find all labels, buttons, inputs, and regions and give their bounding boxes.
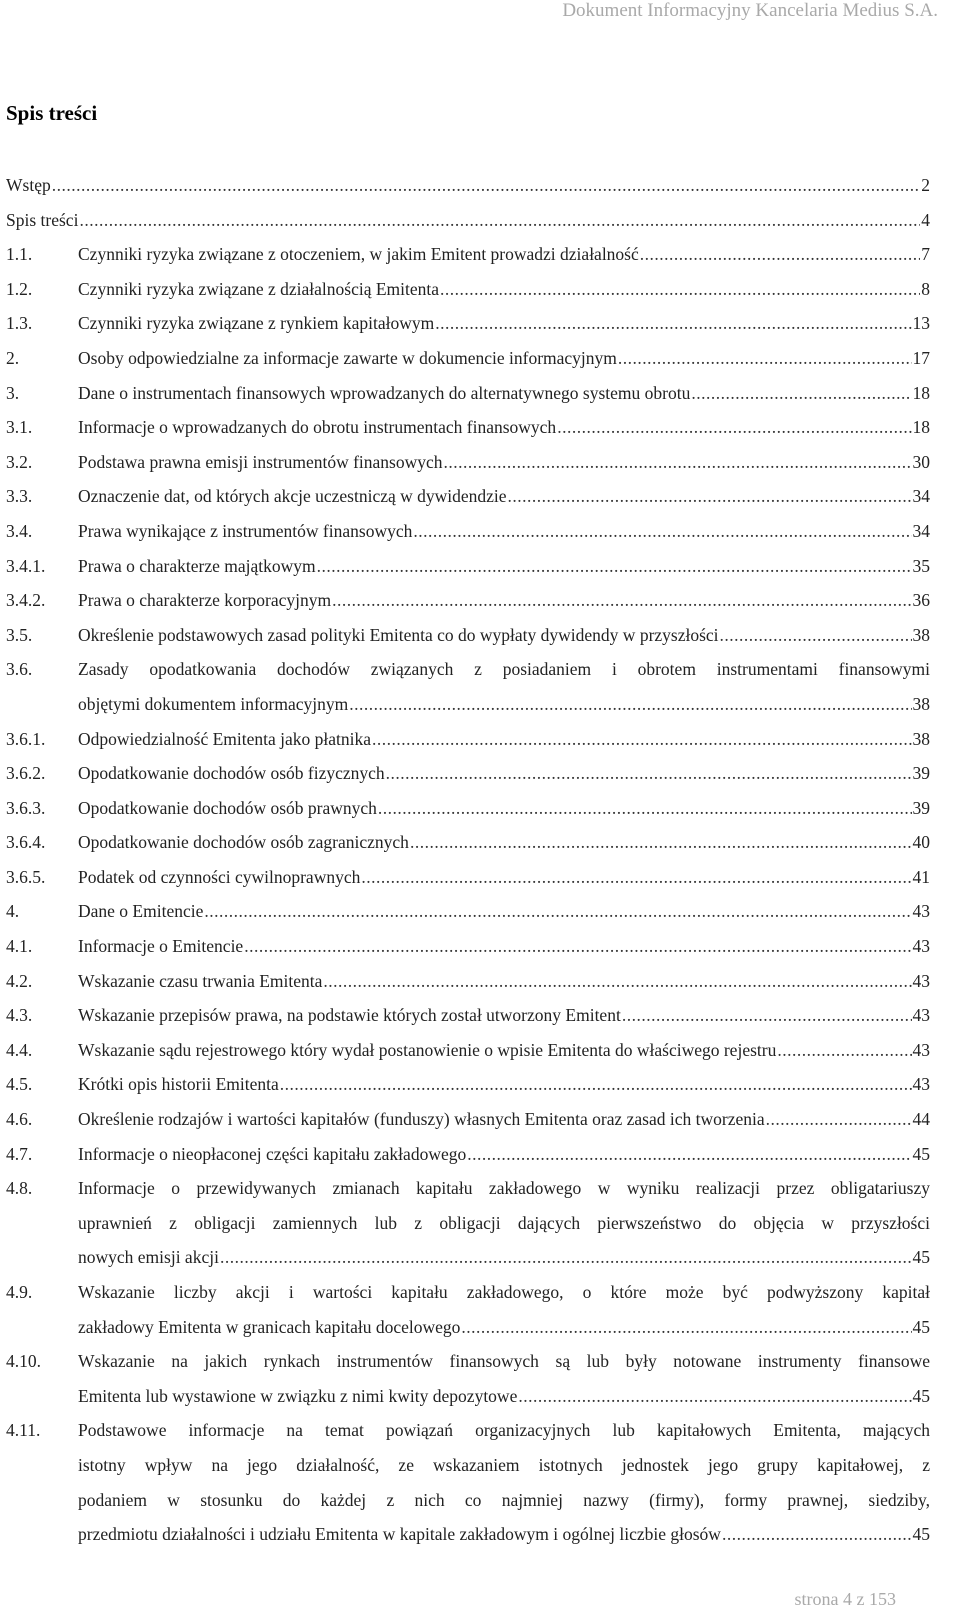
toc-entry-number: 3.6.5. (6, 866, 46, 887)
toc-entry-line (78, 376, 930, 411)
toc-entry-text: Określenie podstawowych zasad polityki Emitenta co do wypłaty dywidendy w przyszłości (78, 624, 719, 645)
toc-entry-body (78, 860, 930, 895)
toc-page-number: 35 (912, 555, 930, 576)
toc-leader-dots (378, 791, 912, 826)
toc-entry-body (78, 929, 930, 964)
toc-page-number: 13 (912, 313, 930, 334)
toc-entry-number: 3.5. (6, 624, 33, 645)
toc-page-number: 34 (912, 520, 930, 541)
toc-page-number: 2 (921, 175, 930, 195)
toc-entry-text: Informacje o nieopłaconej części kapitału zakładowego (78, 1143, 467, 1164)
toc-entry-body (78, 998, 930, 1033)
toc-leader-dots (280, 1067, 912, 1102)
toc-entry-number: 3.6.1. (6, 728, 46, 749)
toc-entry-line (78, 237, 930, 272)
toc-page-number: 43 (912, 901, 930, 922)
toc-page-number: 45 (912, 1316, 930, 1337)
toc-entry-text: Czynniki ryzyka związane z działalnością Emitenta (78, 278, 440, 299)
toc-page-number: 38 (912, 624, 930, 645)
toc-entry-text: Wstęp (6, 175, 51, 195)
toc-entry-body (78, 964, 930, 999)
toc-leader-dots (777, 1033, 911, 1068)
toc-entry-text: Czynniki ryzyka związane z rynkiem kapitałowym (78, 313, 435, 334)
toc-entry-number: 3.6.3. (6, 797, 46, 818)
toc-entry-line (78, 652, 930, 687)
toc-entry[interactable] (6, 583, 930, 618)
toc-entry-line (78, 341, 930, 376)
toc-entry-text: Oznaczenie dat, od których akcje uczestniczą w dywidendzie (78, 486, 507, 507)
toc-entry-body (78, 479, 930, 514)
toc-entry-text: Odpowiedzialność Emitenta jako płatnika (78, 728, 372, 749)
toc-entry-text: Podstawowe informacje na temat powiązań organizacyjnych lub kapitałowych Emitenta, mających (78, 1420, 930, 1441)
toc-entry[interactable] (6, 237, 930, 272)
toc-leader-dots (332, 583, 911, 618)
toc-entry-number: 3.4. (6, 520, 33, 541)
toc-page-number: 43 (912, 970, 930, 991)
toc-entry-body (6, 203, 930, 238)
toc-entry[interactable] (6, 618, 930, 653)
toc-leader-dots (467, 1137, 911, 1172)
toc-entry[interactable] (6, 1067, 930, 1102)
toc-entry-number: 4.5. (6, 1074, 33, 1095)
toc-entry-text: Krótki opis historii Emitenta (78, 1074, 279, 1095)
toc-page-number: 8 (921, 278, 930, 299)
toc-entry-body (78, 306, 930, 341)
toc-entry[interactable] (6, 791, 930, 826)
toc-page-number: 34 (912, 486, 930, 507)
toc-entry-number: 4.7. (6, 1143, 33, 1164)
toc-page-number: 36 (912, 590, 930, 611)
toc-entry[interactable] (6, 825, 930, 860)
toc-leader-dots (204, 894, 911, 929)
toc-page-number: 38 (912, 693, 930, 714)
toc-page-number: 43 (912, 1005, 930, 1026)
toc-leader-dots (691, 376, 911, 411)
toc-entry-line (78, 1067, 930, 1102)
toc-entry-text: Prawa o charakterze korporacyjnym (78, 590, 332, 611)
toc-entry-number: 4. (6, 901, 20, 922)
toc-page-number: 18 (912, 382, 930, 403)
toc-entry[interactable] (6, 894, 930, 929)
toc-entry[interactable] (6, 203, 930, 238)
toc-entry-body (78, 756, 930, 791)
toc-leader-dots (444, 445, 912, 480)
toc-entry-text: nowych emisji akcji (78, 1247, 219, 1268)
toc-entry-line (78, 445, 930, 480)
toc-entry-number: 4.1. (6, 936, 33, 957)
toc-entry-line (78, 825, 930, 860)
toc-leader-dots (361, 860, 911, 895)
toc-entry-number: 3.2. (6, 451, 33, 472)
toc-entry-text: zakładowy Emitenta w granicach kapitału docelowego (78, 1316, 461, 1337)
toc-leader-dots (720, 618, 912, 653)
toc-title: Spis treści (6, 101, 98, 125)
toc-entry-line (78, 1483, 930, 1518)
toc-entry-number: 4.9. (6, 1282, 33, 1302)
toc-entry-body (78, 341, 930, 376)
toc-entry[interactable] (6, 756, 930, 791)
toc-entry[interactable] (6, 1413, 930, 1551)
toc-entry-body (78, 237, 930, 272)
toc-entry-number: 3. (6, 382, 20, 403)
toc-entry-body (78, 1137, 930, 1172)
toc-entry-body (6, 168, 930, 203)
toc-entry-line (78, 687, 930, 722)
toc-page-number: 41 (912, 866, 930, 887)
toc-entry-number: 4.2. (6, 970, 33, 991)
toc-entry-line (78, 1448, 930, 1483)
toc-page-number: 43 (912, 1039, 930, 1060)
toc-leader-dots (413, 514, 911, 549)
toc-entry-body (78, 1413, 930, 1551)
toc-entry-text: Prawa wynikające z instrumentów finansowych (78, 520, 413, 541)
toc-leader-dots (766, 1102, 912, 1137)
toc-page-number: 43 (912, 1074, 930, 1095)
toc-entry-line (78, 1137, 930, 1172)
toc-entry-line (6, 168, 930, 203)
toc-page-number: 44 (912, 1109, 930, 1130)
toc-page-number: 45 (912, 1143, 930, 1164)
toc-entry-text: Wskazanie sądu rejestrowego który wydał postanowienie o wpisie Emitenta do właściwego rejestru (78, 1039, 777, 1060)
toc-entry-text: Osoby odpowiedzialne za informacje zawarte w dokumencie informacyjnym (78, 347, 617, 368)
toc-entry[interactable] (6, 860, 930, 895)
toc-entry-body (78, 1102, 930, 1137)
toc-entry-text: przedmiotu działalności i udziału Emitenta w kapitale zakładowym i ogólnej liczbie głosów (78, 1524, 721, 1545)
toc-entry-body (78, 583, 930, 618)
toc-entry-line (78, 1102, 930, 1137)
toc-leader-dots (372, 722, 911, 757)
toc-entry[interactable] (6, 272, 930, 307)
toc-entry-line (78, 894, 930, 929)
toc-entry-body (78, 1275, 930, 1344)
toc-entry-body (78, 791, 930, 826)
toc-leader-dots (317, 549, 912, 584)
toc-entry[interactable] (6, 479, 930, 514)
toc-leader-dots (557, 410, 911, 445)
toc-entry-body (78, 894, 930, 929)
toc-entry-text: istotny wpływ na jego działalność, ze wskazaniem istotnych jednostek jego grupy kapitałowej, z (78, 1454, 930, 1475)
toc-entry-number: 1.3. (6, 313, 33, 334)
toc-leader-dots (410, 825, 912, 860)
toc-entry-text: Emitenta lub wystawione w związku z nimi kwity depozytowe (78, 1385, 518, 1406)
toc-entry-line (78, 1275, 930, 1310)
toc-entry-line (78, 964, 930, 999)
toc-entry[interactable] (6, 1275, 930, 1344)
toc-entry-number: 3.3. (6, 486, 33, 507)
toc-entry-text: Zasady opodatkowania dochodów związanych z posiadaniem i obrotem instrumentami finansowymi (78, 659, 930, 680)
toc-entry[interactable] (6, 998, 930, 1033)
toc-entry-number: 1.1. (6, 244, 33, 265)
toc-leader-dots (440, 272, 920, 307)
toc-entry-line (78, 1171, 930, 1206)
toc-entry-text: Dane o Emitencie (78, 901, 204, 922)
toc-entry-text: Określenie rodzajów i wartości kapitałów (funduszy) własnych Emitenta oraz zasad ich tworzenia (78, 1109, 765, 1130)
toc-entry-text: objętymi dokumentem informacyjnym (78, 693, 349, 714)
toc-entry-body (78, 1344, 930, 1413)
toc-entry-line (78, 479, 930, 514)
toc-page-number: 40 (912, 832, 930, 853)
toc-page-number: 43 (912, 936, 930, 957)
toc-entry-line (78, 722, 930, 757)
toc-entry-body (78, 825, 930, 860)
toc-entry-line (78, 583, 930, 618)
toc-page-number: 45 (912, 1247, 930, 1268)
toc-entry-text: Wskazanie na jakich rynkach instrumentów finansowych są lub były notowane instrumenty finansowe (78, 1351, 930, 1372)
toc-page-number: 45 (912, 1385, 930, 1406)
toc-entry-text: Opodatkowanie dochodów osób prawnych (78, 797, 377, 818)
toc-entry-line (78, 929, 930, 964)
toc-page-number: 39 (912, 797, 930, 818)
toc-entry-line (78, 1344, 930, 1379)
toc-leader-dots (518, 1379, 911, 1414)
toc-page-number: 7 (921, 244, 930, 265)
toc-entry-number: 3.4.2. (6, 590, 46, 611)
toc-entry-text: Opodatkowanie dochodów osób zagranicznych (78, 832, 409, 853)
toc-leader-dots (435, 306, 911, 341)
toc-entry[interactable] (6, 514, 930, 549)
toc-entry-text: Wskazanie przepisów prawa, na podstawie których został utworzony Emitent (78, 1005, 621, 1026)
toc-entry[interactable] (6, 964, 930, 999)
toc-entry-line (78, 1413, 930, 1448)
toc-entry-line (78, 618, 930, 653)
toc-entry-line (78, 860, 930, 895)
toc-entry-number: 3.4.1. (6, 555, 46, 576)
toc-entry-line (78, 306, 930, 341)
page-footer: strona 4 z 153 (794, 1589, 896, 1609)
toc-entry-body (78, 549, 930, 584)
toc-entry[interactable] (6, 376, 930, 411)
toc-entry-number: 1.2. (6, 278, 33, 299)
toc-entry-text: Wskazanie liczby akcji i wartości kapitału zakładowego, o które może być podwyższony kapitał (78, 1282, 930, 1302)
toc-entry-number: 4.3. (6, 1005, 33, 1026)
toc-entry-body (78, 514, 930, 549)
toc-entry-number: 4.10. (6, 1351, 41, 1372)
toc-leader-dots (323, 964, 911, 999)
toc-entry-text: Podstawa prawna emisji instrumentów finansowych (78, 451, 443, 472)
toc-leader-dots (244, 929, 911, 964)
toc-entry[interactable] (6, 410, 930, 445)
toc-leader-dots (640, 237, 920, 272)
toc-entry[interactable] (6, 1344, 930, 1413)
toc-entry-number: 3.6. (6, 659, 33, 680)
toc-entry-body (78, 272, 930, 307)
toc-entry-line (78, 1240, 930, 1275)
toc-entry-body (78, 410, 930, 445)
toc-entry-body (78, 1067, 930, 1102)
toc-entry-line (78, 549, 930, 584)
toc-entry-line (6, 203, 930, 238)
toc-entry-text: uprawnień z obligacji zamiennych lub z obligacji dających pierwszeństwo do objęcia w przyszłości (78, 1212, 930, 1233)
toc-entry-text: Wskazanie czasu trwania Emitenta (78, 970, 323, 991)
toc-leader-dots (349, 687, 911, 722)
toc-entry-line (78, 1517, 930, 1552)
toc-entry-line (78, 1379, 930, 1414)
toc-entry-line (78, 998, 930, 1033)
toc-entry-line (78, 272, 930, 307)
toc-entry[interactable] (6, 722, 930, 757)
toc-entry-number: 3.1. (6, 417, 33, 438)
toc-entry[interactable] (6, 306, 930, 341)
toc-entry-text: Spis treści (6, 209, 79, 230)
toc-entry[interactable] (6, 168, 930, 203)
toc-entry-line (78, 1206, 930, 1241)
toc-entry-number: 3.6.4. (6, 832, 46, 853)
toc-page-number: 4 (921, 209, 930, 230)
toc-entry-body (78, 376, 930, 411)
table-of-contents (6, 168, 930, 1552)
toc-entry[interactable] (6, 549, 930, 584)
toc-entry[interactable] (6, 445, 930, 480)
toc-leader-dots (508, 479, 912, 514)
toc-page-number: 17 (912, 347, 930, 368)
toc-entry-text: Informacje o przewidywanych zmianach kapitału zakładowego w wyniku realizacji przez obligatariuszy (78, 1178, 930, 1199)
toc-entry-text: Podatek od czynności cywilnoprawnych (78, 866, 361, 887)
toc-entry[interactable] (6, 652, 930, 721)
toc-leader-dots (79, 203, 920, 238)
toc-leader-dots (52, 168, 921, 203)
toc-entry-text: Prawa o charakterze majątkowym (78, 555, 316, 576)
toc-leader-dots (461, 1310, 911, 1345)
toc-entry-body (78, 722, 930, 757)
toc-entry-number: 4.8. (6, 1178, 33, 1199)
toc-page-number: 45 (912, 1524, 930, 1545)
toc-entry-line (78, 1033, 930, 1068)
toc-page-number: 18 (912, 417, 930, 438)
toc-entry-number: 4.6. (6, 1109, 33, 1130)
toc-entry-text: Dane o instrumentach finansowych wprowadzanych do alternatywnego systemu obrotu (78, 382, 691, 403)
toc-entry-body (78, 652, 930, 721)
toc-entry-text: Informacje o Emitencie (78, 936, 244, 957)
toc-entry[interactable] (6, 1137, 930, 1172)
toc-entry-line (78, 1310, 930, 1345)
toc-page-number: 38 (912, 728, 930, 749)
toc-entry-text: Czynniki ryzyka związane z otoczeniem, w jakim Emitent prowadzi działalność (78, 244, 639, 265)
toc-leader-dots (220, 1240, 912, 1275)
toc-page-number: 39 (912, 763, 930, 784)
toc-entry-body (78, 1171, 930, 1275)
toc-entry-body (78, 1033, 930, 1068)
toc-entry-body (78, 618, 930, 653)
toc-entry[interactable] (6, 1102, 930, 1137)
toc-leader-dots (722, 1517, 912, 1552)
toc-entry-text: Informacje o wprowadzanych do obrotu instrumentach finansowych (78, 417, 557, 438)
toc-leader-dots (618, 341, 912, 376)
toc-entry-line (78, 514, 930, 549)
toc-entry[interactable] (6, 1171, 930, 1275)
toc-entry-text: podaniem w stosunku do każdej z nich co najmniej nazwy (firmy), formy prawnej, siedziby, (78, 1489, 930, 1510)
toc-entry-text: Opodatkowanie dochodów osób fizycznych (78, 763, 385, 784)
toc-page-number: 30 (912, 451, 930, 472)
toc-entry-number: 2. (6, 347, 20, 368)
toc-entry[interactable] (6, 929, 930, 964)
toc-entry-number: 3.6.2. (6, 763, 46, 784)
toc-entry-number: 4.11. (6, 1420, 41, 1441)
toc-entry-number: 4.4. (6, 1039, 33, 1060)
toc-entry-line (78, 791, 930, 826)
toc-entry-line (78, 756, 930, 791)
toc-leader-dots (622, 998, 912, 1033)
toc-leader-dots (386, 756, 912, 791)
toc-entry[interactable] (6, 341, 930, 376)
toc-entry[interactable] (6, 1033, 930, 1068)
toc-entry-body (78, 445, 930, 480)
toc-entry-line (78, 410, 930, 445)
document-header: Dokument Informacyjny Kancelaria Medius S.A. (562, 0, 938, 21)
